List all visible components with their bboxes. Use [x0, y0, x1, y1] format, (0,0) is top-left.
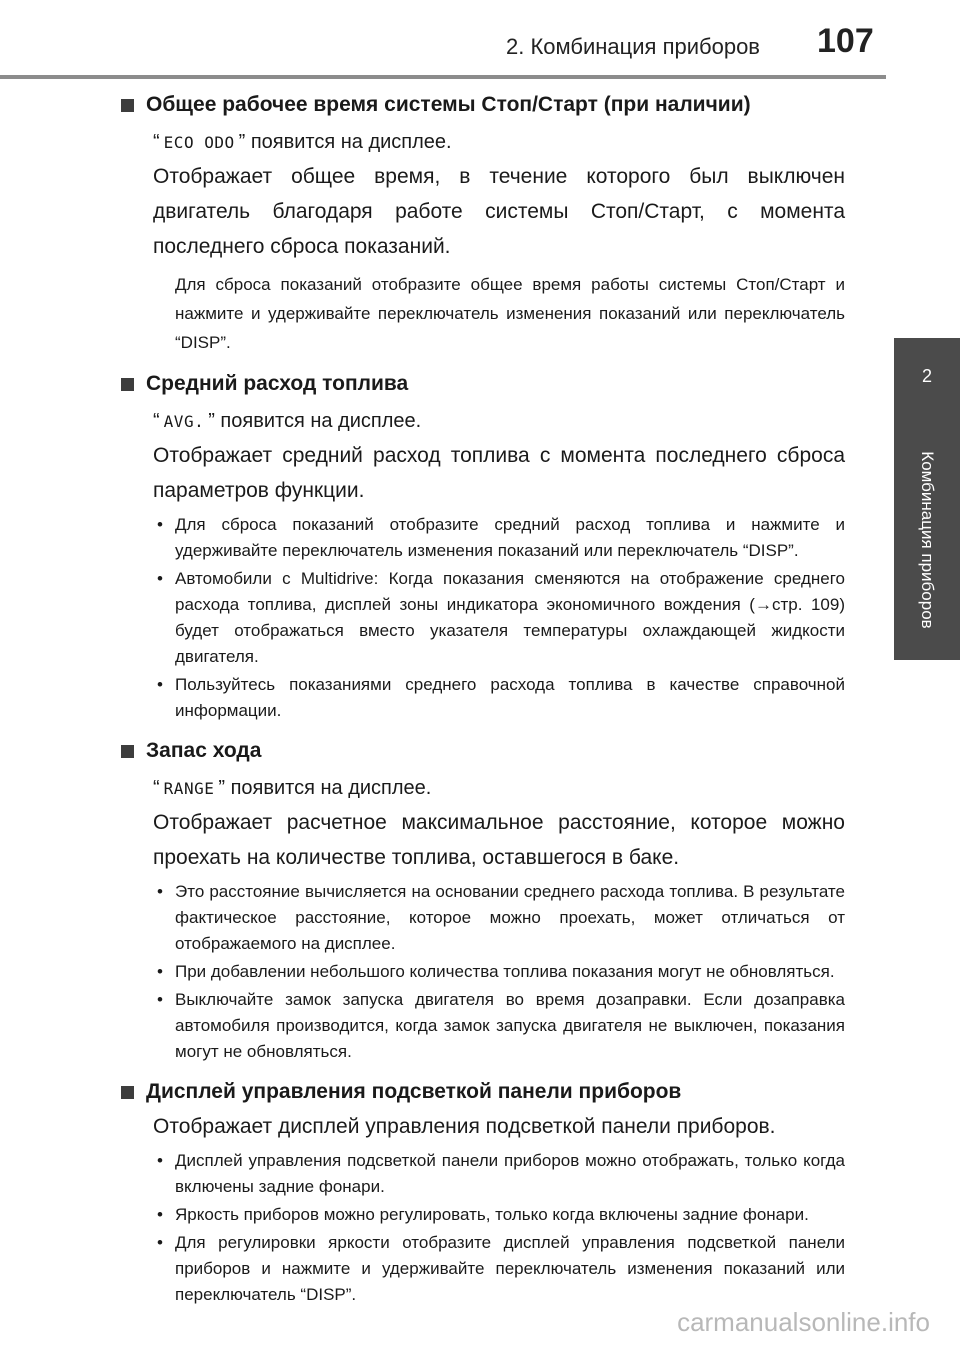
- section-title: Средний расход топлива: [146, 372, 409, 395]
- section-avg-fuel: [125, 367, 845, 724]
- list-item: • Пользуйтесь показаниями среднего расхода топлива в качестве справочной информации.: [175, 672, 845, 724]
- display-code: ECO ODO: [163, 133, 235, 152]
- list-item: • При добавлении небольшого количества топлива показания могут не обновляться.: [175, 959, 845, 985]
- bullet-dot-icon: •: [157, 882, 163, 901]
- bullet-dot-icon: •: [157, 1233, 163, 1252]
- page-number: 107: [817, 22, 874, 60]
- square-bullet-icon: [121, 745, 134, 758]
- appear-text: появится на дисплее.: [220, 410, 422, 432]
- bullet-dot-icon: •: [157, 1151, 163, 1170]
- section-heading: [121, 88, 845, 122]
- display-indicator-line: “ RANGE ” появится на дисплее.: [153, 777, 432, 799]
- section-paragraph: Отображает расчетное максимальное расстояние, которое можно проехать на количестве топлива, оставшегося в баке.: [153, 811, 845, 869]
- page-header: [0, 0, 960, 80]
- section-title: Дисплей управления подсветкой панели приборов: [146, 1080, 682, 1103]
- section-title: Запас хода: [146, 739, 262, 762]
- list-item: • Это расстояние вычисляется на основании среднего расхода топлива. В результате фактическое расстояние, которое можно проехать, может отличаться от отображаемого на дисплее.: [175, 879, 845, 957]
- section-range: [125, 734, 845, 1065]
- bullet-list: [125, 879, 845, 1065]
- square-bullet-icon: [121, 99, 134, 112]
- list-item: • Выключайте замок запуска двигателя во время дозаправки. Если дозаправка автомобиля производится, когда замок запуска двигателя не выключен, показания могут не обновляться.: [175, 987, 845, 1065]
- section-note: Для сброса показаний отобразите общее время работы системы Стоп/Старт и нажмите и удерживайте переключатель изменения показаний или переключатель “DISP”.: [175, 275, 845, 352]
- section-eco-odo: [125, 88, 845, 357]
- list-item: • Автомобили с Multidrive: Когда показания сменяются на отображение среднего расхода топлива, дисплей зоны индикатора экономичного вождения (→стр. 109) будет отображаться вместо указателя температуры охлаждающей жидкости двигателя.: [175, 566, 845, 670]
- display-code: RANGE: [163, 779, 215, 798]
- chapter-title: 2. Комбинация приборов: [505, 34, 760, 59]
- bullet-dot-icon: •: [157, 962, 163, 981]
- section-heading: [121, 1075, 845, 1109]
- bullet-dot-icon: •: [157, 675, 163, 694]
- section-paragraph: Отображает дисплей управления подсветкой панели приборов.: [153, 1115, 776, 1138]
- list-item: • Для сброса показаний отобразите средний расход топлива и нажмите и удерживайте переключатель изменения показаний или переключатель “DISP”.: [175, 512, 845, 564]
- section-heading: [121, 367, 845, 401]
- bullet-list: [125, 1148, 845, 1308]
- chapter-tab-label: Комбинация приборов: [918, 451, 937, 629]
- bullet-list: [125, 512, 845, 724]
- bullet-dot-icon: •: [157, 515, 163, 534]
- list-item: • Для регулировки яркости отобразите дисплей управления подсветкой панели приборов и нажмите и удерживайте переключатель изменения показаний или переключатель “DISP”.: [175, 1230, 845, 1308]
- section-heading: [121, 734, 845, 768]
- section-paragraph: Отображает общее время, в течение которого был выключен двигатель благодаря работе системы Стоп/Старт, с момента последнего сброса показаний.: [153, 165, 845, 258]
- square-bullet-icon: [121, 378, 134, 391]
- section-title: Общее рабочее время системы Стоп/Старт (при наличии): [146, 93, 751, 116]
- list-item: • Яркость приборов можно регулировать, только когда включены задние фонари.: [175, 1202, 845, 1228]
- appear-text: появится на дисплее.: [250, 131, 452, 153]
- section-illumination: [125, 1075, 845, 1308]
- bullet-dot-icon: •: [157, 990, 163, 1009]
- display-indicator-line: “ AVG. ” появится на дисплее.: [153, 410, 422, 432]
- page-content: [125, 88, 845, 1318]
- display-indicator-line: “ ECO ODO ” появится на дисплее.: [153, 131, 452, 153]
- display-code: AVG.: [163, 412, 205, 431]
- appear-text: появится на дисплее.: [230, 777, 432, 799]
- bullet-dot-icon: •: [157, 569, 163, 588]
- watermark-link[interactable]: carmanualsonline.info: [677, 1307, 930, 1337]
- section-paragraph: Отображает средний расход топлива с момента последнего сброса параметров функции.: [153, 444, 845, 502]
- bullet-dot-icon: •: [157, 1205, 163, 1224]
- chapter-tab-number: 2: [894, 338, 960, 420]
- list-item: • Дисплей управления подсветкой панели приборов можно отображать, только когда включены задние фонари.: [175, 1148, 845, 1200]
- header-divider: [0, 75, 886, 79]
- chapter-tab: [894, 420, 960, 660]
- square-bullet-icon: [121, 1086, 134, 1099]
